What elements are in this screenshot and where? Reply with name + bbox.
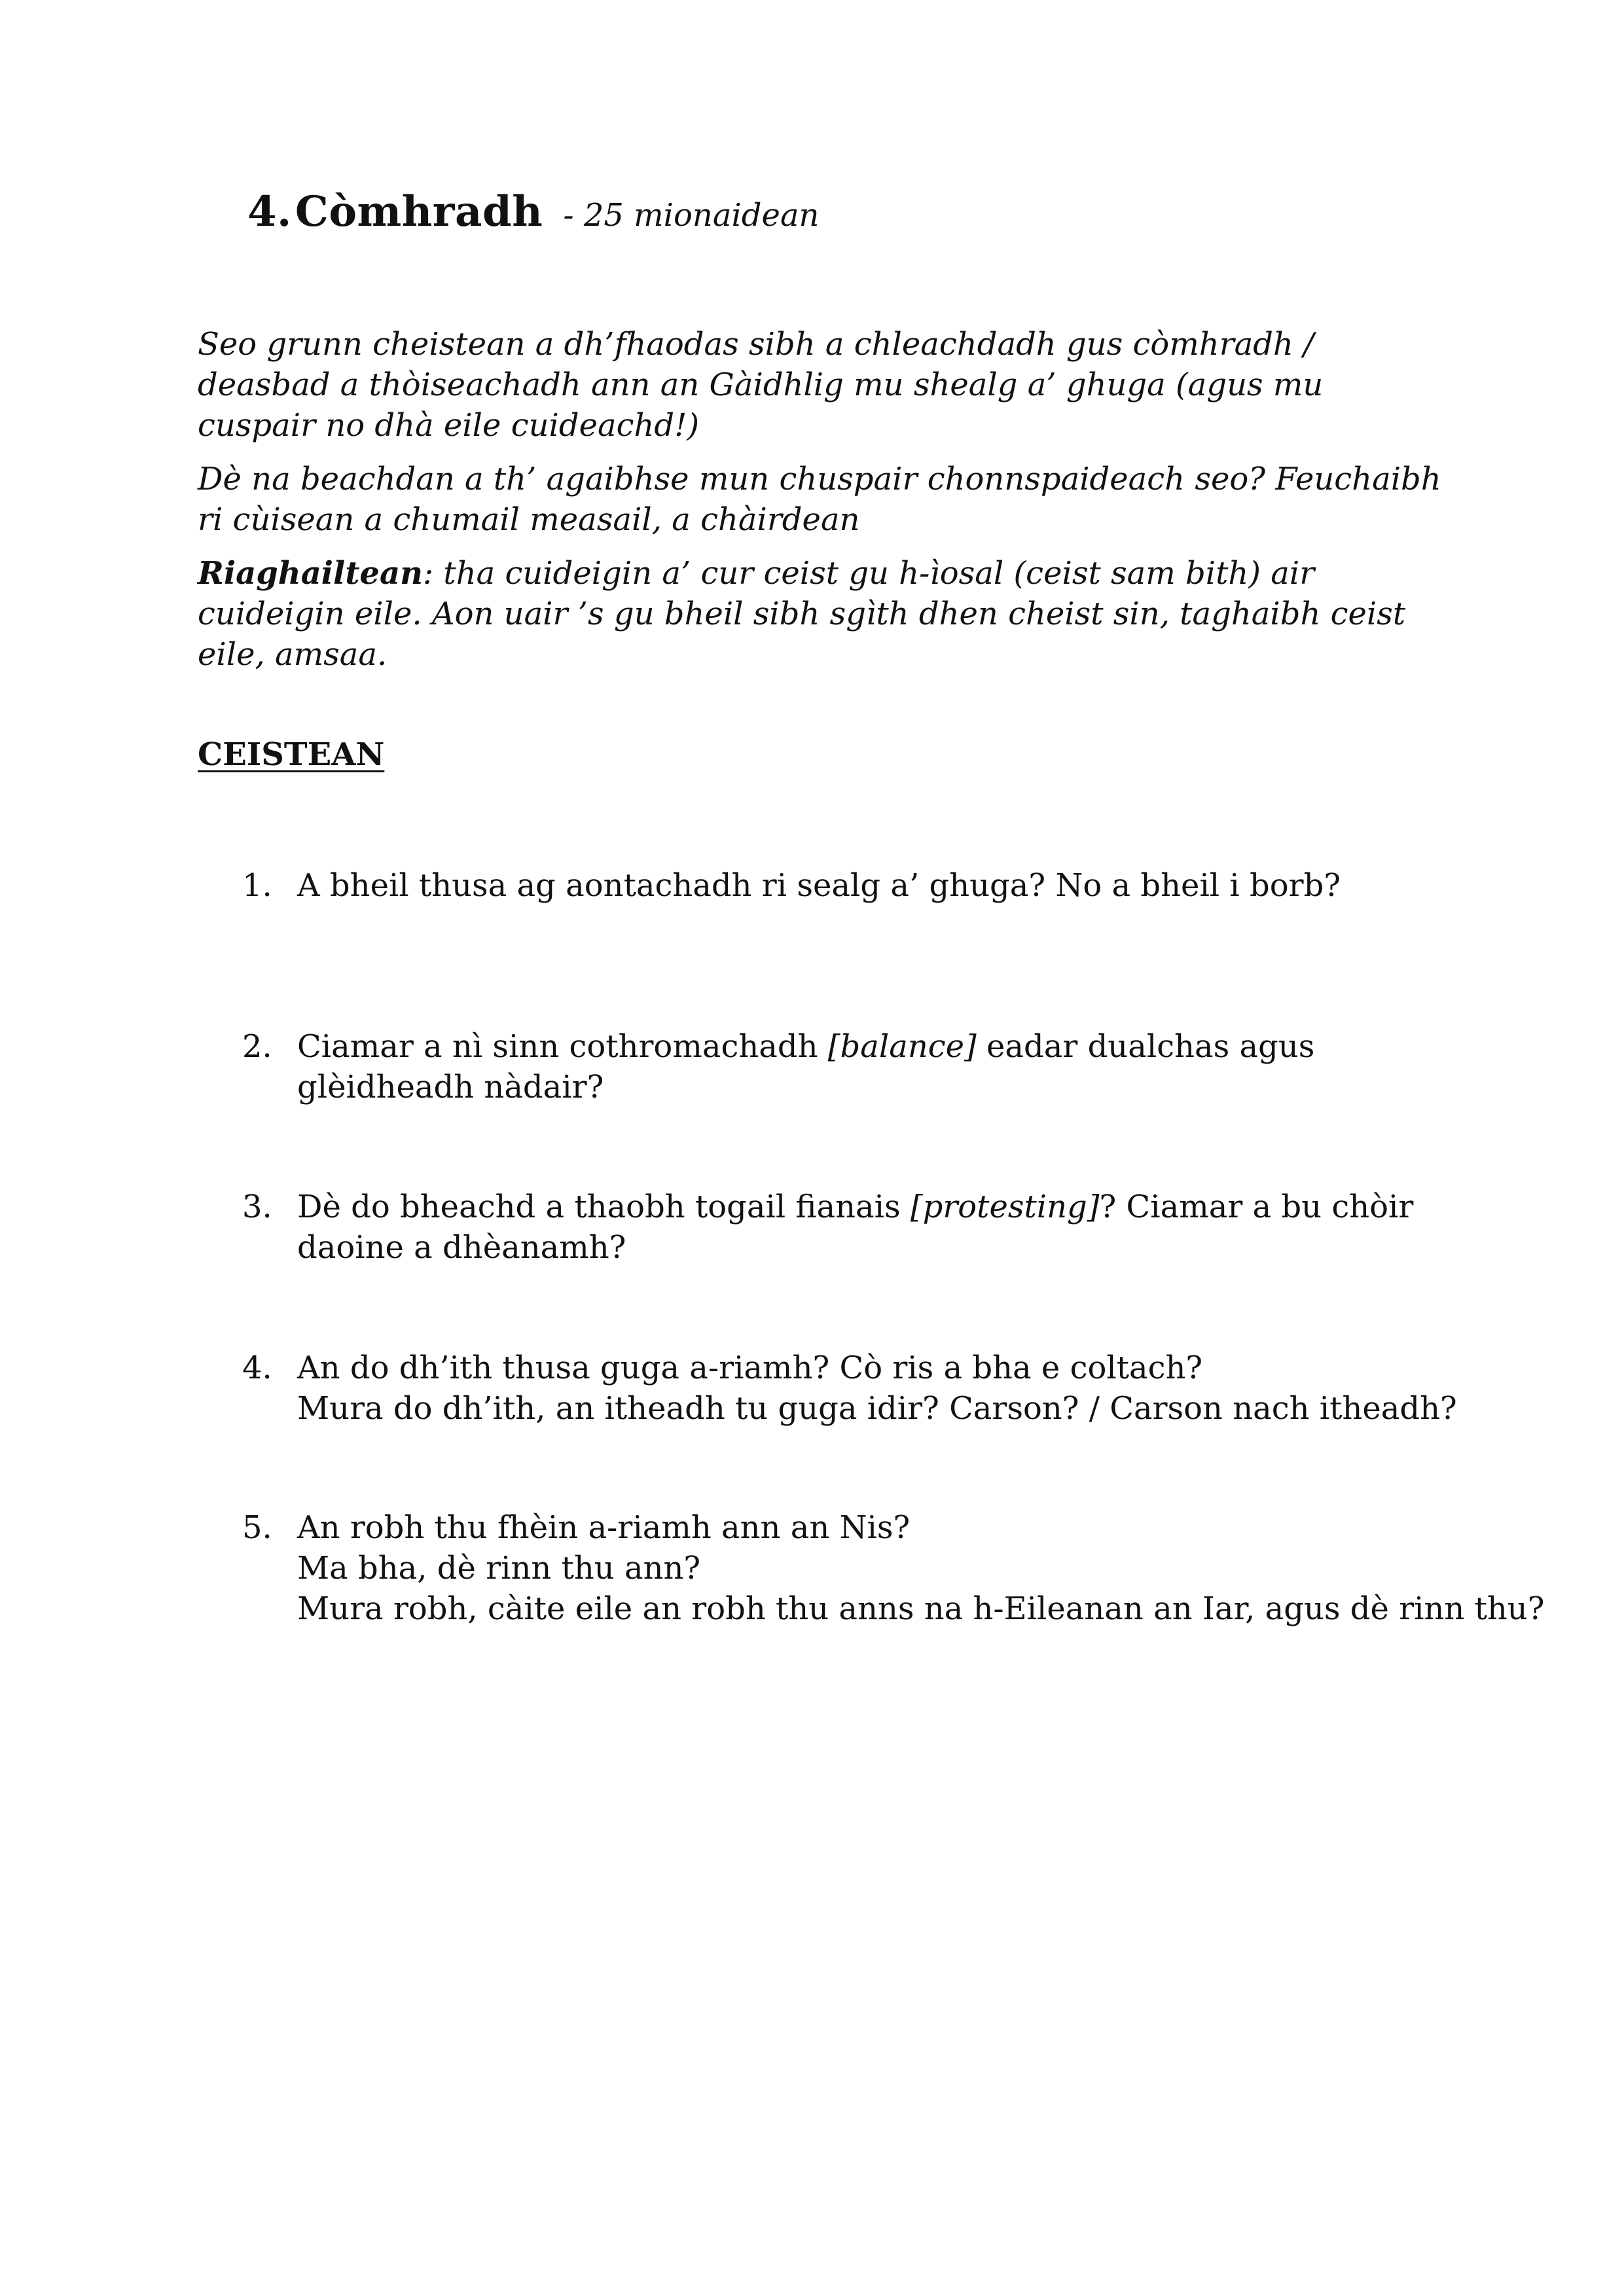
question-text xyxy=(297,1026,1423,1107)
question-text-part: eadar dualchas agus glèidheadh nàdair? xyxy=(297,1028,1315,1105)
question-text xyxy=(297,1187,1423,1268)
rules-paragraph xyxy=(198,553,1441,675)
question-item-5 xyxy=(242,1507,1545,1629)
question-text-part: ? Ciamar a bu chòir daoine a dhèanamh? xyxy=(297,1189,1414,1266)
question-text-line-1: An robh thu fhèin a-riamh ann an Nis? xyxy=(297,1509,911,1546)
question-text-part: Ciamar a nì sinn cothromachadh xyxy=(297,1028,828,1065)
intro-paragraph-2: Dè na beachdan a th’ agaibhse mun chuspair chonnspaideach seo? Feuchaibh ri cùisean a chumail measail, a chàirdean xyxy=(198,461,1441,538)
question-text-line-2: Mura do dh’ith, an itheadh tu guga idir? Carson? / Carson nach itheadh? xyxy=(297,1390,1457,1427)
question-text-line-3: Mura robh, càite eile an robh thu anns na h-Eileanan an Iar, agus dè rinn thu? xyxy=(297,1590,1545,1627)
question-number: 1. xyxy=(242,867,272,904)
question-gloss: [balance] xyxy=(827,1028,977,1065)
question-item-1 xyxy=(242,865,1486,906)
question-item-3 xyxy=(242,1187,1486,1268)
rules-text: : tha cuideigin a’ cur ceist gu h-ìosal (ceist sam bith) air cuideigin eile. Aon uair ’s gu bheil sibh sgìth dhen cheist sin, taghaibh ceist eile, amsaa. xyxy=(198,555,1406,673)
question-gloss: [protesting] xyxy=(910,1189,1100,1225)
intro-paragraph-1: Seo grunn cheistean a dh’fhaodas sibh a chleachdadh gus còmhradh / deasbad a thòiseachadh ann an Gàidhlig mu shealg a’ ghuga (agus mu cuspair no dhà eile cuideachd!) xyxy=(198,326,1324,444)
intro-text xyxy=(198,324,1441,688)
question-number: 3. xyxy=(242,1189,272,1225)
question-text-line-1: An do dh’ith thusa guga a-riamh? Cò ris a bha e coltach? xyxy=(297,1350,1203,1386)
heading-title: Còmhradh xyxy=(295,187,543,236)
rules-label: Riaghailtean xyxy=(198,555,423,592)
heading-number: 4. xyxy=(247,187,292,236)
question-text-part: Dè do bheachd a thaobh togail fianais xyxy=(297,1189,911,1225)
heading-subtitle: - 25 mionaidean xyxy=(563,197,820,234)
question-item-4 xyxy=(242,1348,1486,1429)
question-number: 4. xyxy=(242,1350,272,1386)
section-heading xyxy=(247,187,819,236)
question-number: 2. xyxy=(242,1028,272,1065)
question-item-2 xyxy=(242,1026,1486,1107)
question-number: 5. xyxy=(242,1509,272,1546)
question-text: A bheil thusa ag aontachadh ri sealg a’ ghuga? No a bheil i borb? xyxy=(297,867,1341,904)
question-text-line-2: Ma bha, dè rinn thu ann? xyxy=(297,1550,701,1587)
questions-section-title: CEISTEAN xyxy=(198,736,385,773)
